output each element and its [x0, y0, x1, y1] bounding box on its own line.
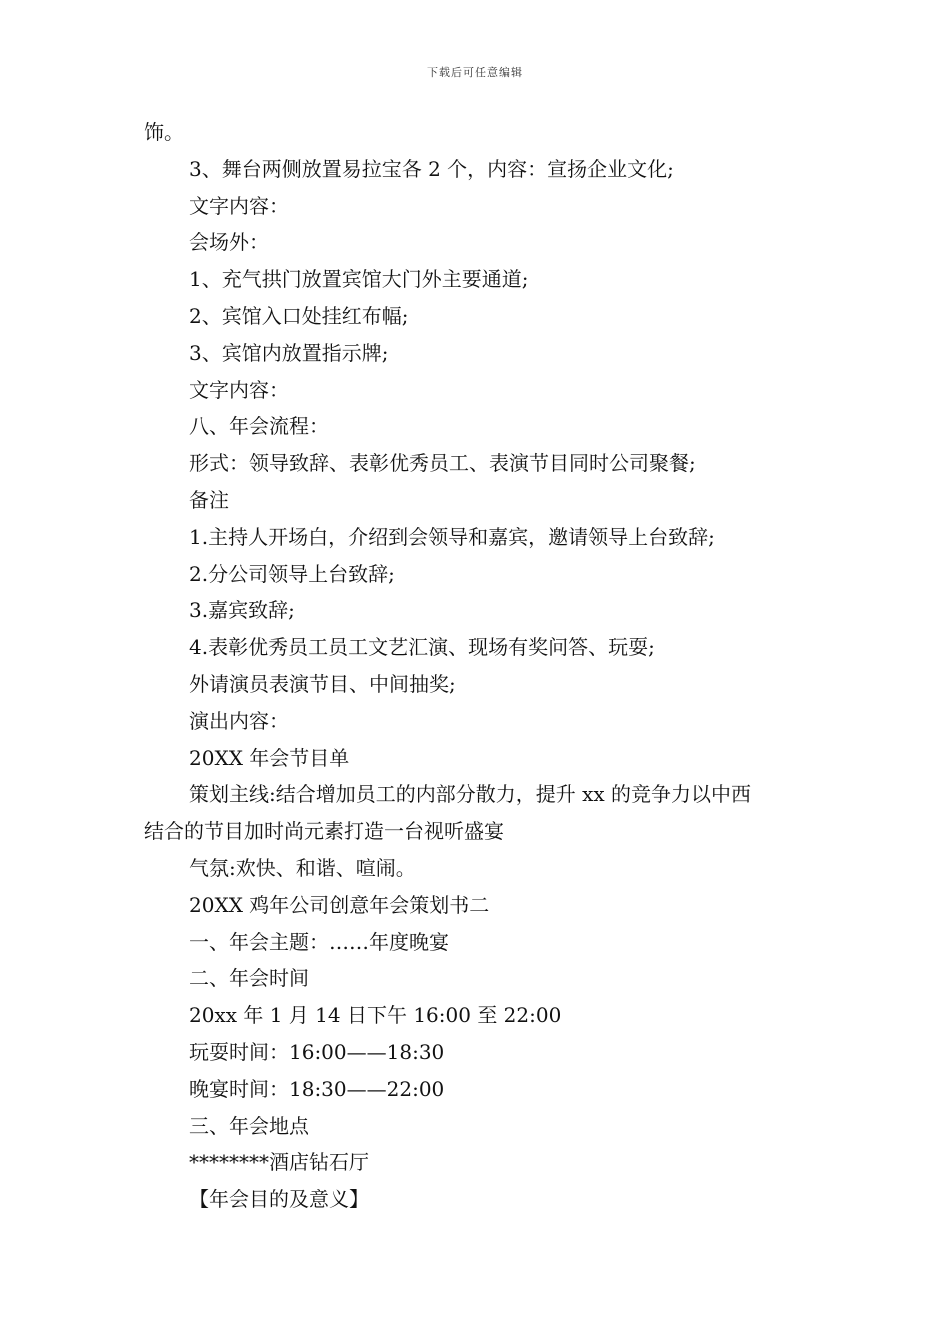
- text-line: 结合的节目加时尚元素打造一台视听盛宴: [144, 819, 504, 844]
- list-item: 1.主持人开场白，介绍到会领导和嘉宾，邀请领导上台致辞;: [189, 524, 715, 549]
- page-header: 下载后可任意编辑: [427, 66, 523, 79]
- text-line: 形式：领导致辞、表彰优秀员工、表演节目同时公司聚餐;: [189, 451, 696, 476]
- list-item: 2.分公司领导上台致辞;: [189, 561, 395, 586]
- text-line: ********酒店钻石厅: [189, 1150, 369, 1175]
- section-heading: 【年会目的及意义】: [189, 1187, 369, 1212]
- text-line: 文字内容：: [189, 193, 289, 218]
- text-line: 2、宾馆入口处挂红布幅;: [189, 303, 409, 328]
- text-line: 3、宾馆内放置指示牌;: [189, 340, 389, 365]
- text-line: 20xx 年 1 月 14 日下午 16:00 至 22:00: [189, 1003, 562, 1028]
- document-title: 20XX 鸡年公司创意年会策划书二: [189, 892, 490, 917]
- text-line: 策划主线:结合增加员工的内部分散力，提升 xx 的竞争力以中西: [189, 782, 752, 807]
- text-line: 3、舞台两侧放置易拉宝各 2 个，内容：宣扬企业文化;: [189, 156, 674, 181]
- text-line: 会场外：: [189, 230, 269, 255]
- text-line: 外请演员表演节目、中间抽奖;: [189, 671, 456, 696]
- text-line: 气氛:欢快、和谐、喧闹。: [189, 855, 416, 880]
- text-line: 文字内容：: [189, 377, 289, 402]
- text-line: 1、充气拱门放置宾馆大门外主要通道;: [189, 267, 529, 292]
- text-line: 演出内容：: [189, 708, 289, 733]
- list-item: 3.嘉宾致辞;: [189, 598, 295, 623]
- list-item: 4.表彰优秀员工员工文艺汇演、现场有奖问答、玩耍;: [189, 635, 655, 660]
- section-heading: 二、年会时间: [189, 966, 309, 991]
- section-heading: 三、年会地点: [189, 1113, 309, 1138]
- section-heading: 一、年会主题：……年度晚宴: [189, 929, 449, 954]
- text-line: 晚宴时间：18:30——22:00: [189, 1076, 445, 1101]
- section-heading: 八、年会流程：: [189, 414, 329, 439]
- text-line: 备注: [189, 487, 229, 512]
- text-line: 玩耍时间：16:00——18:30: [189, 1039, 445, 1064]
- text-line: 20XX 年会节目单: [189, 745, 350, 770]
- text-line: 饰。: [144, 120, 184, 144]
- document-body: [144, 114, 824, 1218]
